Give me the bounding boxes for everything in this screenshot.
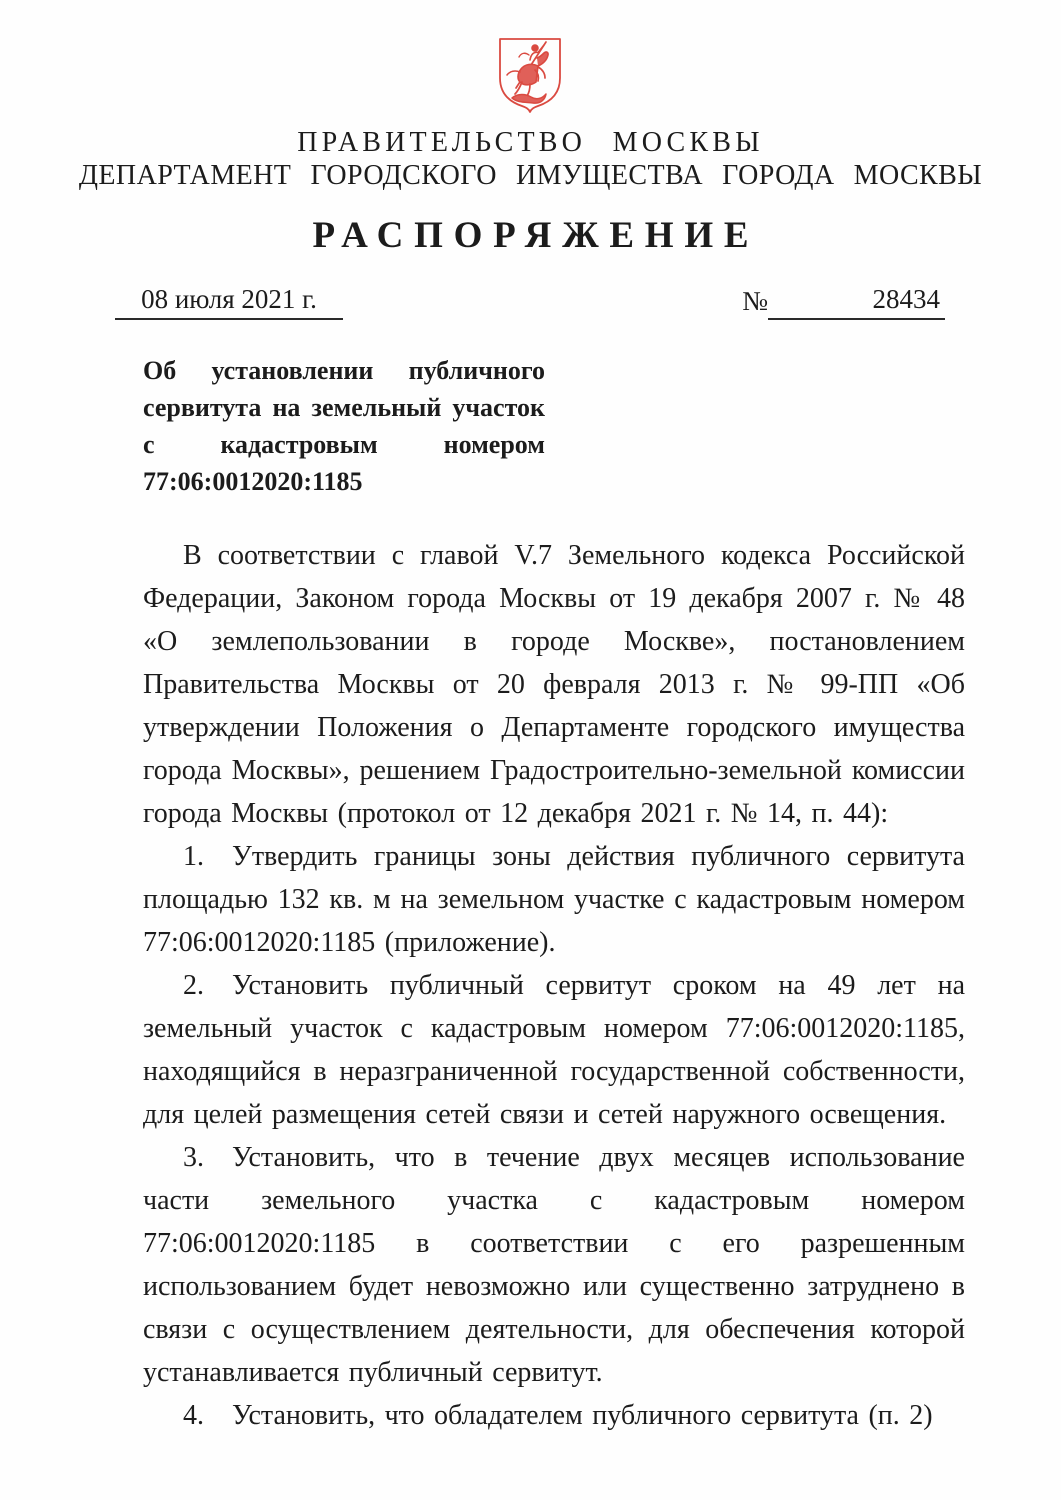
department-title: ДЕПАРТАМЕНТ ГОРОДСКОГО ИМУЩЕСТВА ГОРОДА МОСКВЫ xyxy=(78,160,983,191)
body-paragraph-item-2: 2. Установить публичный сервитут сроком на 49 лет на земельный участок с кадастровым номером 77:06:0012020:1185, находящийся в неразграниченной государственной собственности, для целей размещения сетей связи и сетей наружного освещения. xyxy=(143,970,965,1130)
subject-line: с кадастровым номером xyxy=(143,430,545,459)
requisites-row xyxy=(115,284,945,320)
document-body xyxy=(143,534,965,1437)
document-number-field: 28434 xyxy=(768,284,945,320)
government-title: ПРАВИТЕЛЬСТВО МОСКВЫ xyxy=(297,127,764,158)
document-type-title: РАСПОРЯЖЕНИЕ xyxy=(312,215,760,256)
subject-line: Об установлении публичного xyxy=(143,356,545,385)
body-paragraph-item-3: 3. Установить, что в течение двух месяцев использование части земельного участка с кадастровым номером 77:06:0012020:1185 в соответствии с его разрешенным использованием будет невозможно или существенно затруднено в связи с осуществлением деятельности, для обеспечения которой устанавливается публичный сервитут. xyxy=(143,1142,965,1388)
subject-line: сервитута на земельный участок xyxy=(143,393,545,422)
body-paragraph-item-4: 4. Установить, что обладателем публичного сервитута (п. 2) xyxy=(183,1400,933,1431)
document-date-field: 08 июля 2021 г. xyxy=(115,284,343,320)
number-sign: № xyxy=(742,286,768,316)
moscow-coat-of-arms-icon xyxy=(494,36,566,114)
subject-cadastral-number: 77:06:0012020:1185 xyxy=(143,467,363,496)
document-number-group xyxy=(742,284,945,320)
body-paragraph-preamble: В соответствии с главой V.7 Земельного кодекса Российской Федерации, Законом города Москвы от 19 декабря 2007 г. № 48 «О землепользовании в городе Москве», постановлением Правительства Москвы от 20 февраля 2013 г. № 99-ПП «Об утверждении Положения о Департаменте городского имущества города Москвы», решением Градостроительно-земельной комиссии города Москвы (протокол от 12 декабря 2021 г. № 14, п. 44): xyxy=(143,540,965,829)
body-paragraph-item-1: 1. Утвердить границы зоны действия публичного сервитута площадью 132 кв. м на земельном участке с кадастровым номером 77:06:0012020:1185 (приложение). xyxy=(143,841,965,958)
subject-block xyxy=(143,352,545,500)
